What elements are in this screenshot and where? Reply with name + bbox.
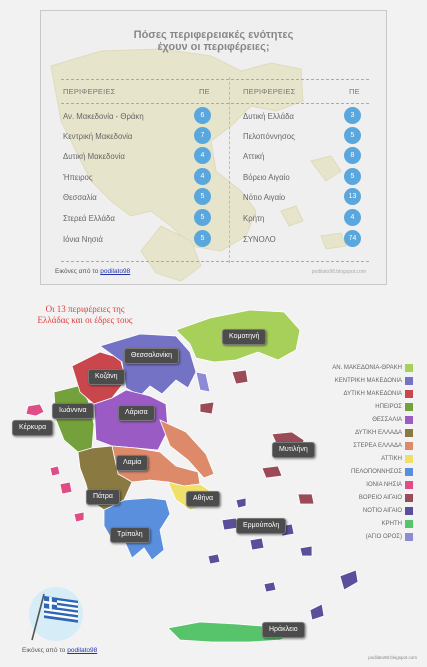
header-bottom-rule (61, 103, 369, 104)
column-divider (229, 77, 230, 263)
greek-flag-icon (26, 586, 86, 642)
right-row-name-4: Βόρειο Αιγαίο (243, 173, 290, 182)
map-title (20, 304, 150, 326)
region-ionian-islands (50, 466, 60, 476)
left-row-name-5: Θεσσαλία (63, 193, 97, 202)
legend-swatch (405, 429, 413, 437)
right-row-name-3: Αττική (243, 152, 265, 161)
map-footer-link[interactable]: podilato98 (67, 647, 98, 654)
legend-label: (ΑΓΙΟ ΟΡΟΣ) (365, 533, 402, 540)
card-footer-text: Εικόνες από το (55, 268, 101, 275)
legend-swatch (405, 507, 413, 515)
left-row-count-3: 4 (194, 147, 211, 164)
region-north-aegean (262, 466, 282, 478)
region-mount-athos (196, 372, 210, 392)
right-row-name-2: Πελοπόννησος (243, 132, 295, 141)
card-title-line1: Πόσες περιφερειακές ενότητες (133, 29, 294, 41)
legend-item (359, 493, 413, 502)
legend-label: ΑΝ. ΜΑΚΕΔΟΝΙΑ-ΘΡΑΚΗ (332, 364, 402, 371)
city-label-athina: Αθήνα (186, 491, 220, 507)
city-label-tripoli: Τρίπολη (110, 527, 150, 543)
region-south-aegean (208, 554, 220, 564)
left-row-count-2: 7 (194, 127, 211, 144)
legend-swatch (405, 377, 413, 385)
legend-swatch (405, 520, 413, 528)
legend-swatch (405, 442, 413, 450)
region-south-aegean (236, 498, 246, 508)
right-row-count-1: 3 (344, 107, 361, 124)
legend-label: ΗΠΕΙΡΟΣ (375, 403, 402, 410)
region-south-aegean (250, 538, 264, 550)
map-footer (22, 647, 97, 654)
city-label-patra: Πάτρα (86, 489, 120, 505)
right-row-count-2: 5 (344, 127, 361, 144)
card-title-line2: έχουν οι περιφέρειες; (157, 41, 270, 53)
region-ionian-islands (26, 404, 44, 416)
left-row-count-6: 5 (194, 209, 211, 226)
legend-item (363, 506, 413, 515)
table-bottom-rule (61, 261, 369, 262)
legend-label: ΠΕΛΟΠΟΝΝΗΣΟΣ (351, 468, 402, 475)
map-footer-text: Εικόνες από το (22, 647, 68, 654)
map-url: podilato98.blogspot.com (368, 655, 417, 660)
legend-swatch (405, 481, 413, 489)
region-north-aegean (232, 370, 248, 384)
left-row-name-7: Ιόνια Νησιά (63, 235, 103, 244)
card-url: podilato98.blogspot.com (311, 269, 366, 275)
legend-item (332, 363, 413, 372)
left-row-name-1: Αν. Μακεδονία - Θράκη (63, 112, 144, 121)
regional-units-card (40, 10, 387, 285)
city-label-kerkyra: Κέρκυρα (12, 420, 53, 436)
left-row-count-1: 6 (194, 107, 211, 124)
right-row-count-3: 8 (344, 147, 361, 164)
legend-label: ΑΤΤΙΚΗ (381, 455, 402, 462)
legend-item (351, 467, 413, 476)
left-row-name-6: Στερεά Ελλάδα (63, 214, 115, 223)
legend-label: ΝΟΤΙΟ ΑΙΓΑΙΟ (362, 507, 402, 514)
region-south-aegean (300, 546, 312, 556)
left-row-count-5: 5 (194, 188, 211, 205)
right-row-name-5: Νότιο Αιγαίο (243, 193, 286, 202)
region-south-aegean (340, 570, 358, 590)
city-label-lamia: Λαμία (116, 455, 148, 471)
region-ionian-islands (60, 482, 72, 494)
right-col-region-header: ΠΕΡΙΦΕΡΕΙΕΣ (243, 87, 296, 96)
left-col-pe-header: ΠΕ (199, 87, 210, 96)
legend-swatch (405, 403, 413, 411)
legend-swatch (405, 455, 413, 463)
left-row-name-2: Κεντρική Μακεδονία (63, 132, 133, 141)
city-label-mytilini: Μυτιλήνη (272, 442, 315, 458)
city-label-ermoupoli: Ερμούπολη (236, 518, 286, 534)
legend-item (355, 428, 413, 437)
legend-item (375, 402, 413, 411)
right-row-name-6: Κρήτη (243, 214, 265, 223)
legend-label: ΣΤΕΡΕΑ ΕΛΛΑΔΑ (353, 442, 402, 449)
legend-label: ΔΥΤΙΚΗ ΕΛΛΑΔΑ (355, 429, 402, 436)
city-label-ioannina: Ιωάννινα (52, 403, 94, 419)
legend-item (382, 519, 413, 528)
legend-label: ΘΕΣΣΑΛΙΑ (372, 416, 402, 423)
map-title-line2: Ελλάδας και οι έδρες τους (37, 315, 133, 325)
right-row-count-5: 13 (344, 188, 361, 205)
region-north-aegean (298, 494, 314, 504)
legend-item (353, 441, 413, 450)
legend-swatch (405, 533, 413, 541)
region-north-aegean (200, 402, 214, 414)
card-footer (55, 268, 130, 275)
legend-item (335, 376, 413, 385)
city-label-larisa: Λάρισα (118, 405, 155, 421)
header-top-rule (61, 79, 369, 80)
left-row-count-4: 4 (194, 168, 211, 185)
legend-swatch (405, 390, 413, 398)
legend-label: ΚΕΝΤΡΙΚΗ ΜΑΚΕΔΟΝΙΑ (334, 377, 402, 384)
legend-label: ΔΥΤΙΚΗ ΜΑΚΕΔΟΝΙΑ (343, 390, 402, 397)
legend-label: ΒΟΡΕΙΟ ΑΙΓΑΙΟ (358, 494, 402, 501)
region-south-aegean (310, 604, 324, 620)
card-footer-link[interactable]: podilato98 (100, 268, 131, 275)
city-label-thessaloniki: Θεσσαλονίκη (124, 348, 179, 364)
card-title (41, 29, 386, 53)
region-south-aegean (264, 582, 276, 592)
city-label-komotini: Κομοτηνή (222, 329, 266, 345)
right-col-pe-header: ΠΕ (349, 87, 360, 96)
legend-item (366, 532, 413, 541)
right-row-name-1: Δυτική Ελλάδα (243, 112, 294, 121)
city-label-irakleio: Ηράκλειο (262, 622, 305, 638)
left-row-name-3: Δυτική Μακεδονία (63, 152, 125, 161)
legend-swatch (405, 416, 413, 424)
legend-item (366, 480, 413, 489)
map-title-line1: Οι 13 περιφέρειες της (45, 304, 125, 314)
left-row-count-7: 5 (194, 230, 211, 247)
left-col-region-header: ΠΕΡΙΦΕΡΕΙΕΣ (63, 87, 116, 96)
right-row-name-7: ΣΥΝΟΛΟ (243, 235, 276, 244)
legend-swatch (405, 364, 413, 372)
legend-item (372, 415, 413, 424)
right-row-count-7: 74 (344, 230, 361, 247)
city-label-kozani: Κοζάνη (88, 369, 125, 385)
legend-item (344, 389, 413, 398)
legend-label: ΙΟΝΙΑ ΝΗΣΙΑ (366, 481, 402, 488)
region-ionian-islands (74, 512, 84, 522)
right-row-count-4: 5 (344, 168, 361, 185)
left-row-name-4: Ήπειρος (63, 173, 93, 182)
legend-item (381, 454, 413, 463)
legend-swatch (405, 494, 413, 502)
right-row-count-6: 4 (344, 209, 361, 226)
legend-swatch (405, 468, 413, 476)
legend-label: ΚΡΗΤΗ (381, 520, 402, 527)
